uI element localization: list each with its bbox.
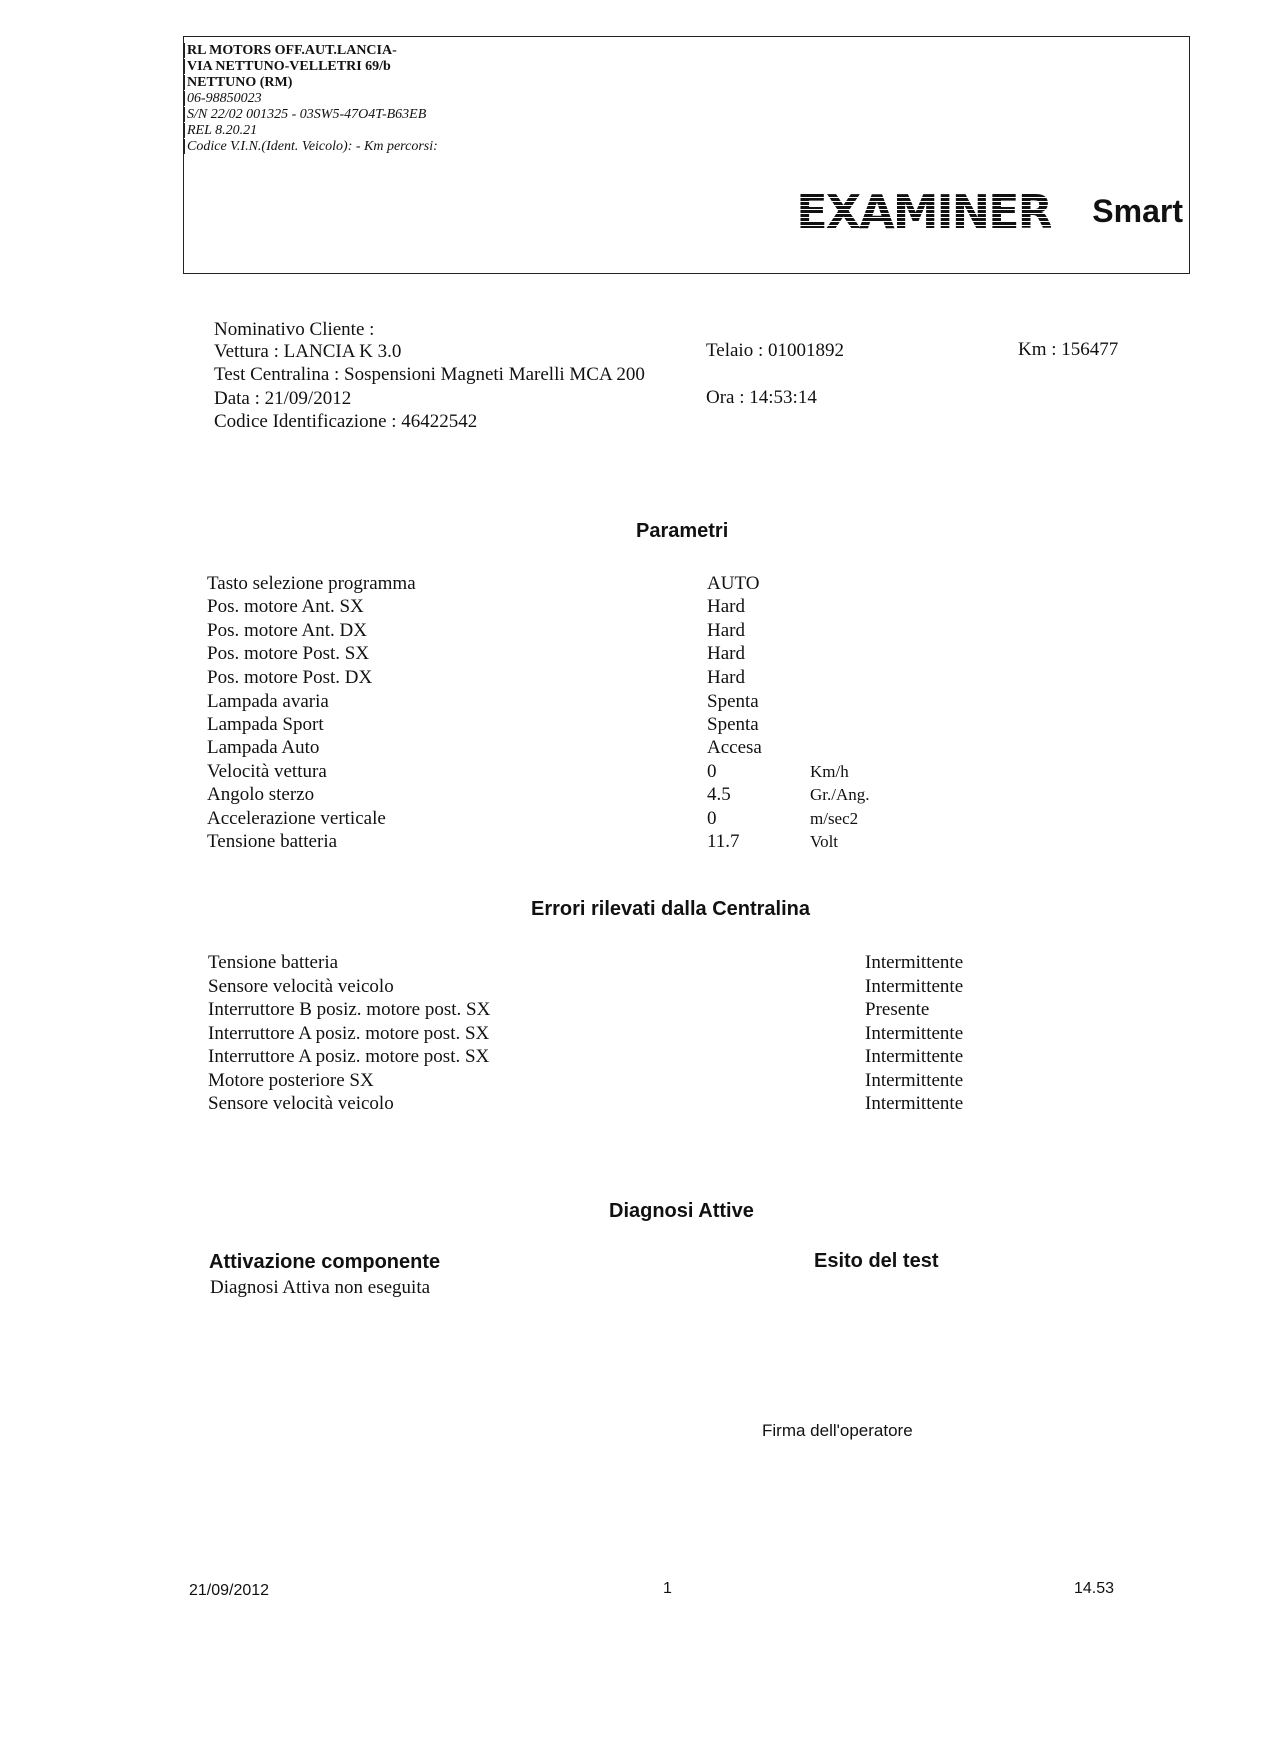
- error-label: Sensore velocità veicolo: [208, 1093, 394, 1114]
- error-row: [208, 1022, 1008, 1045]
- parameter-unit: Gr./Ang.: [810, 785, 870, 804]
- dealer-name: RL MOTORS OFF.AUT.LANCIA-: [184, 43, 397, 58]
- parameter-label: Pos. motore Post. SX: [207, 643, 370, 664]
- parameter-label: Accelerazione verticale: [207, 808, 386, 829]
- parameter-row: [207, 713, 927, 736]
- identification-code: Codice Identificazione : 46422542: [214, 411, 478, 432]
- error-label: Motore posteriore SX: [208, 1069, 374, 1091]
- ecu-test: Test Centralina : Sospensioni Magneti Marelli MCA 200: [214, 364, 645, 385]
- parameter-unit: Km/h: [810, 762, 849, 781]
- test-result-column-header: Esito del test: [814, 1250, 939, 1272]
- error-status: Presente: [865, 999, 930, 1020]
- test-date: Data : 21/09/2012: [214, 388, 352, 409]
- error-status: Intermittente: [865, 1093, 964, 1114]
- parameter-row: [207, 736, 927, 759]
- error-label: Interruttore A posiz. motore post. SX: [208, 1022, 490, 1044]
- footer-time: 14.53: [1074, 1580, 1115, 1597]
- parameter-value: Accesa: [707, 737, 762, 758]
- parameter-value: 4.5: [707, 784, 731, 805]
- parameter-row: [207, 830, 927, 853]
- parametri-title: Parametri: [636, 520, 729, 542]
- logo-suffix: Smart: [1092, 193, 1183, 229]
- parameter-row: [207, 666, 927, 689]
- parameter-row: [207, 760, 927, 783]
- parameter-row: [207, 595, 927, 618]
- parameter-value: Hard: [707, 596, 745, 617]
- error-label: Sensore velocità veicolo: [208, 975, 394, 997]
- error-label: Interruttore B posiz. motore post. SX: [208, 999, 491, 1020]
- dealer-phone: 06-98850023: [184, 91, 262, 106]
- parameter-value: Hard: [707, 620, 745, 641]
- parameter-label: Velocità vettura: [207, 761, 327, 782]
- parameter-row: [207, 783, 927, 806]
- errors-title: Errori rilevati dalla Centralina: [531, 898, 810, 920]
- parameter-label: Pos. motore Ant. DX: [207, 620, 367, 641]
- parameter-label: Tasto selezione programma: [207, 573, 416, 594]
- parameter-value: AUTO: [707, 573, 760, 594]
- parameter-value: 0: [707, 808, 717, 829]
- footer-date: 21/09/2012: [189, 1582, 270, 1599]
- serial-number: S/N 22/02 001325 - 03SW5-47O4T-B63EB: [184, 107, 426, 122]
- error-row: [208, 1045, 1008, 1068]
- parameter-label: Pos. motore Post. DX: [207, 667, 373, 688]
- error-status: Intermittente: [865, 1046, 964, 1067]
- parameter-label: Angolo sterzo: [207, 784, 315, 805]
- parameter-row: [207, 642, 927, 665]
- parameter-value: Spenta: [707, 691, 759, 712]
- error-status: Intermittente: [865, 1022, 964, 1044]
- parameter-value: Hard: [707, 643, 745, 664]
- mileage: Km : 156477: [1018, 339, 1119, 360]
- parameter-label: Lampada avaria: [207, 691, 329, 712]
- footer-page-number: 1: [663, 1580, 672, 1597]
- parameter-unit: m/sec2: [810, 809, 859, 828]
- parameter-label: Lampada Sport: [207, 714, 324, 735]
- parameter-value: Hard: [707, 667, 745, 688]
- dealer-city: NETTUNO (RM): [184, 75, 292, 90]
- error-row: [208, 1069, 1008, 1092]
- parameter-value: 11.7: [707, 831, 740, 852]
- parameter-row: [207, 807, 927, 830]
- diagnosi-note: Diagnosi Attiva non eseguita: [210, 1277, 431, 1298]
- client-name-label: Nominativo Cliente :: [214, 319, 375, 340]
- error-row: [208, 951, 1008, 974]
- header-box: [183, 36, 1190, 274]
- error-status: Intermittente: [865, 1069, 964, 1091]
- parameter-unit: Volt: [810, 832, 839, 851]
- examiner-smart-logo: [743, 187, 1183, 237]
- vin-line: Codice V.I.N.(Ident. Veicolo): - Km percorsi:: [184, 139, 438, 154]
- error-status: Intermittente: [865, 952, 964, 973]
- logo-wordmark: EXAMINER: [796, 185, 1051, 239]
- error-row: [208, 975, 1008, 998]
- test-time: Ora : 14:53:14: [706, 387, 817, 408]
- error-row: [208, 1092, 1008, 1115]
- dealer-address: VIA NETTUNO-VELLETRI 69/b: [184, 59, 391, 74]
- parameter-label: Pos. motore Ant. SX: [207, 596, 364, 617]
- error-label: Interruttore A posiz. motore post. SX: [208, 1046, 490, 1067]
- parameter-row: [207, 572, 927, 595]
- activation-column-header: Attivazione componente: [209, 1251, 441, 1273]
- operator-signature-label: Firma dell'operatore: [762, 1421, 913, 1440]
- vehicle-model: Vettura : LANCIA K 3.0: [214, 341, 402, 362]
- diagnosi-title: Diagnosi Attive: [609, 1200, 754, 1222]
- error-label: Tensione batteria: [208, 952, 339, 973]
- parameter-label: Tensione batteria: [207, 831, 338, 852]
- error-row: [208, 998, 1008, 1021]
- release-version: REL 8.20.21: [184, 123, 257, 138]
- parameter-row: [207, 690, 927, 713]
- chassis-number: Telaio : 01001892: [706, 340, 844, 361]
- parameter-value: 0: [707, 761, 717, 782]
- parameter-value: Spenta: [707, 714, 759, 735]
- parameter-row: [207, 619, 927, 642]
- error-status: Intermittente: [865, 975, 964, 997]
- parameter-label: Lampada Auto: [207, 737, 320, 758]
